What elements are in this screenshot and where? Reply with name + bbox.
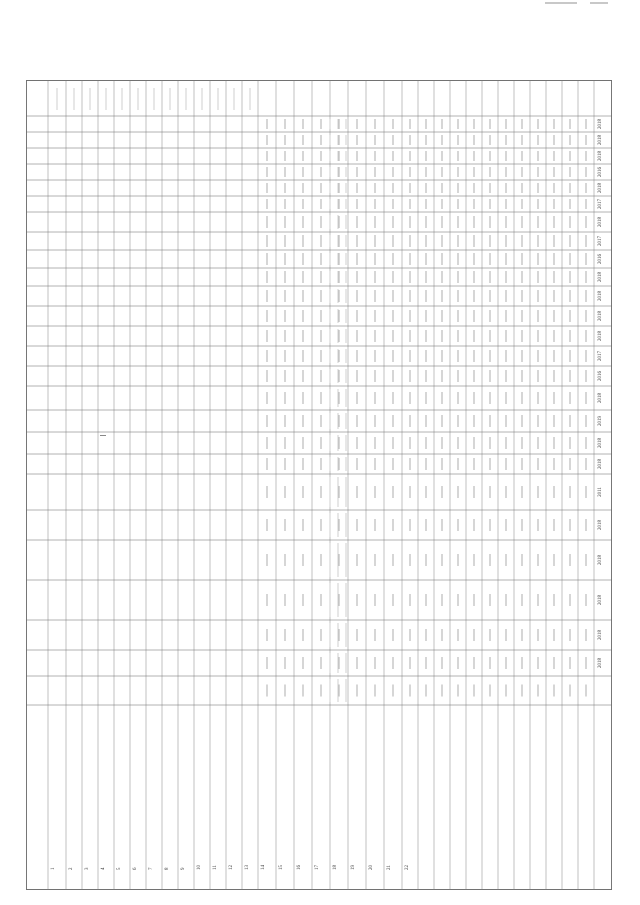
column-number-label: 14 (261, 865, 266, 870)
column-number-label: 5 (117, 867, 122, 870)
data-table (26, 80, 612, 890)
column-number-label: 4 (101, 867, 106, 870)
year-cell: 2018 (598, 331, 603, 341)
column-number-label: 6 (133, 867, 138, 870)
year-cell: 2018 (598, 135, 603, 145)
year-cell: 2018 (598, 459, 603, 469)
page-number-mark (545, 2, 577, 4)
year-cell: 2018 (598, 438, 603, 448)
table-border (27, 81, 612, 890)
year-cell: 2018 (598, 630, 603, 640)
year-cell: 2018 (598, 272, 603, 282)
year-cell: 2018 (598, 658, 603, 668)
column-number-label: 16 (297, 865, 302, 870)
year-cell: 2017 (598, 351, 603, 361)
column-number-label: 8 (165, 867, 170, 870)
year-cell: 2018 (598, 520, 603, 530)
column-number-label: 7 (149, 867, 154, 870)
year-cell: 2016 (598, 371, 603, 381)
year-cell: 2018 (598, 595, 603, 605)
column-number-label: 3 (85, 867, 90, 870)
column-number-label: 10 (197, 865, 202, 870)
page-number-mark (590, 2, 608, 4)
year-cell: 2011 (598, 487, 603, 497)
column-number-label: 18 (333, 865, 338, 870)
column-number-label: 13 (245, 865, 250, 870)
column-number-label: 2 (69, 867, 74, 870)
column-number-label: 22 (405, 865, 410, 870)
year-cell: 2018 (598, 393, 603, 403)
year-cell: 2017 (598, 199, 603, 209)
year-cell: 2018 (598, 119, 603, 129)
column-number-label: 15 (279, 865, 284, 870)
year-cell: 2019 (598, 416, 603, 426)
year-cell: 2016 (598, 254, 603, 264)
column-number-label: 20 (369, 865, 374, 870)
year-cell: 2018 (598, 217, 603, 227)
column-number-label: 19 (351, 865, 356, 870)
rotated-table-sheet (26, 80, 612, 890)
year-cell: 2018 (598, 151, 603, 161)
year-cell: 2016 (598, 167, 603, 177)
year-cell: 2018 (598, 183, 603, 193)
year-cell: 2018 (598, 291, 603, 301)
year-cell: 2017 (598, 236, 603, 246)
column-number-label: 11 (213, 865, 218, 870)
page-header-strip (0, 0, 640, 16)
column-number-label: 12 (229, 865, 234, 870)
year-cell: 2018 (598, 311, 603, 321)
column-number-label: 9 (181, 867, 186, 870)
column-number-label: 21 (387, 865, 392, 870)
year-cell: 2018 (598, 555, 603, 565)
column-number-label: 17 (315, 865, 320, 870)
column-number-label: 1 (51, 867, 56, 870)
